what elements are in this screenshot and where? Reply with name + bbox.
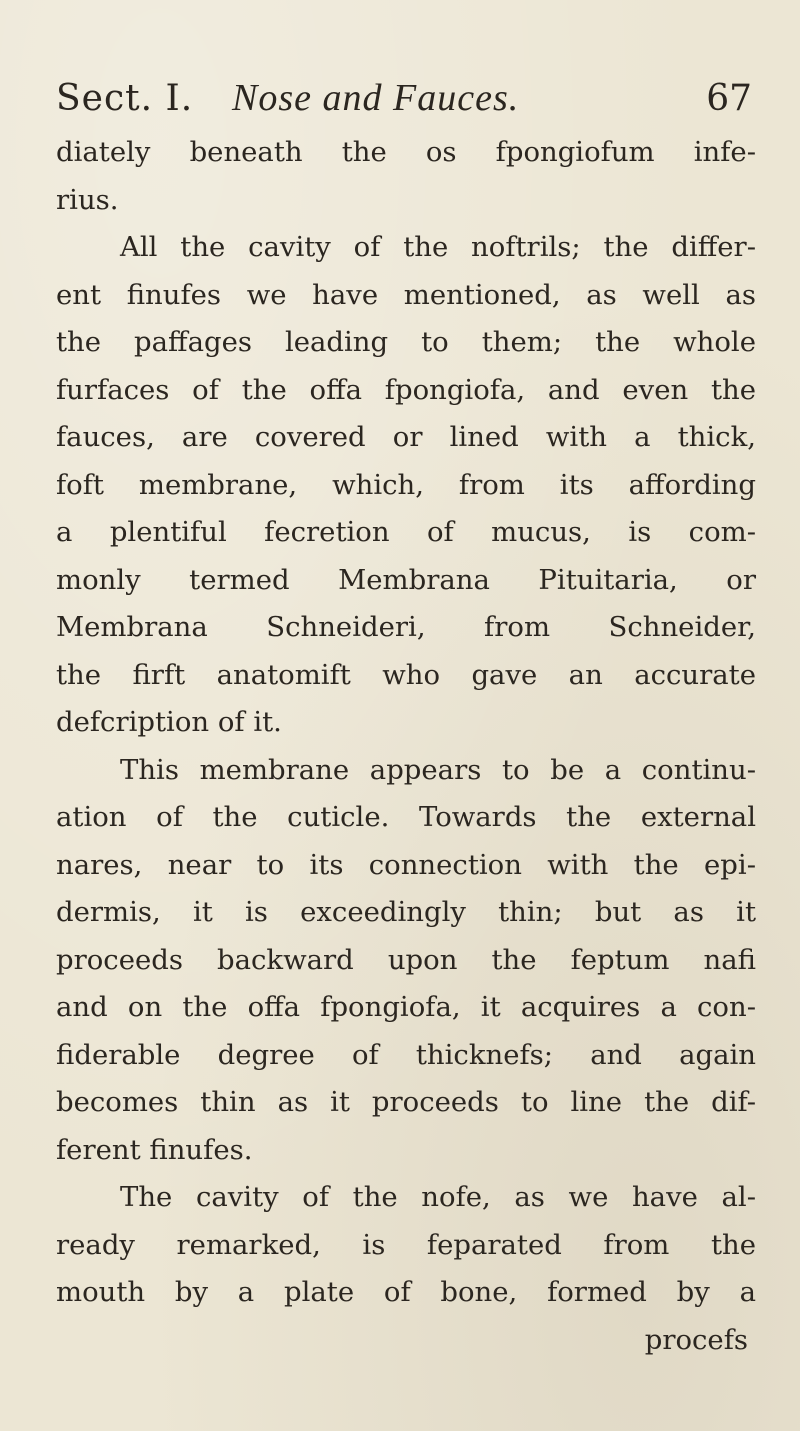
text-line: diately beneath the os fpongiofum infe- bbox=[56, 136, 756, 168]
text-line: mouth by a plate of bone, formed by a bbox=[56, 1276, 756, 1308]
text-line: defcription of it. bbox=[56, 706, 282, 738]
text-line: becomes thin as it proceeds to line the dif- bbox=[56, 1086, 756, 1118]
text-line: the paffages leading to them; the whole bbox=[56, 326, 756, 358]
text-line: and on the offa fpongiofa, it acquires a con- bbox=[56, 991, 756, 1023]
text-line: nares, near to its connection with the epi- bbox=[56, 848, 756, 881]
text-line: foft membrane, which, from its affording bbox=[56, 468, 756, 501]
text-line: fiderable degree of thicknefs; and again bbox=[56, 1038, 756, 1071]
text-line: ferent finufes. bbox=[56, 1133, 253, 1166]
text-line: This membrane appears to be a continu- bbox=[120, 753, 756, 786]
text-line: fauces, are covered or lined with a thick, bbox=[56, 421, 756, 453]
catchword: procefs bbox=[644, 1323, 748, 1356]
text-line: furfaces of the offa fpongiofa, and even the bbox=[56, 373, 756, 406]
text-line: ent finufes we have mentioned, as well as bbox=[56, 278, 756, 311]
text-line: rius. bbox=[56, 183, 119, 216]
text-line: ready remarked, is feparated from the bbox=[56, 1228, 756, 1261]
text-line: proceeds backward upon the feptum nafi bbox=[56, 943, 756, 976]
text-line: the firft anatomift who gave an accurate bbox=[56, 658, 756, 691]
text-line: a plentiful fecretion of mucus, is com- bbox=[56, 516, 756, 548]
section-label: Sect. I. bbox=[56, 78, 194, 119]
page-number: 67 bbox=[706, 78, 752, 119]
text-line: Membrana Schneideri, from Schneider, bbox=[56, 611, 756, 643]
text-line: dermis, it is exceedingly thin; but as it bbox=[56, 896, 756, 928]
text-line: The cavity of the nofe, as we have al- bbox=[120, 1181, 756, 1213]
text-line: ation of the cuticle. Towards the external bbox=[56, 801, 756, 833]
text-line: monly termed Membrana Pituitaria, or bbox=[56, 563, 756, 596]
text-line: All the cavity of the noftrils; the differ- bbox=[120, 231, 756, 263]
running-head bbox=[56, 68, 756, 128]
body-text bbox=[56, 129, 756, 1364]
running-title: Nose and Fauces. bbox=[232, 77, 520, 119]
